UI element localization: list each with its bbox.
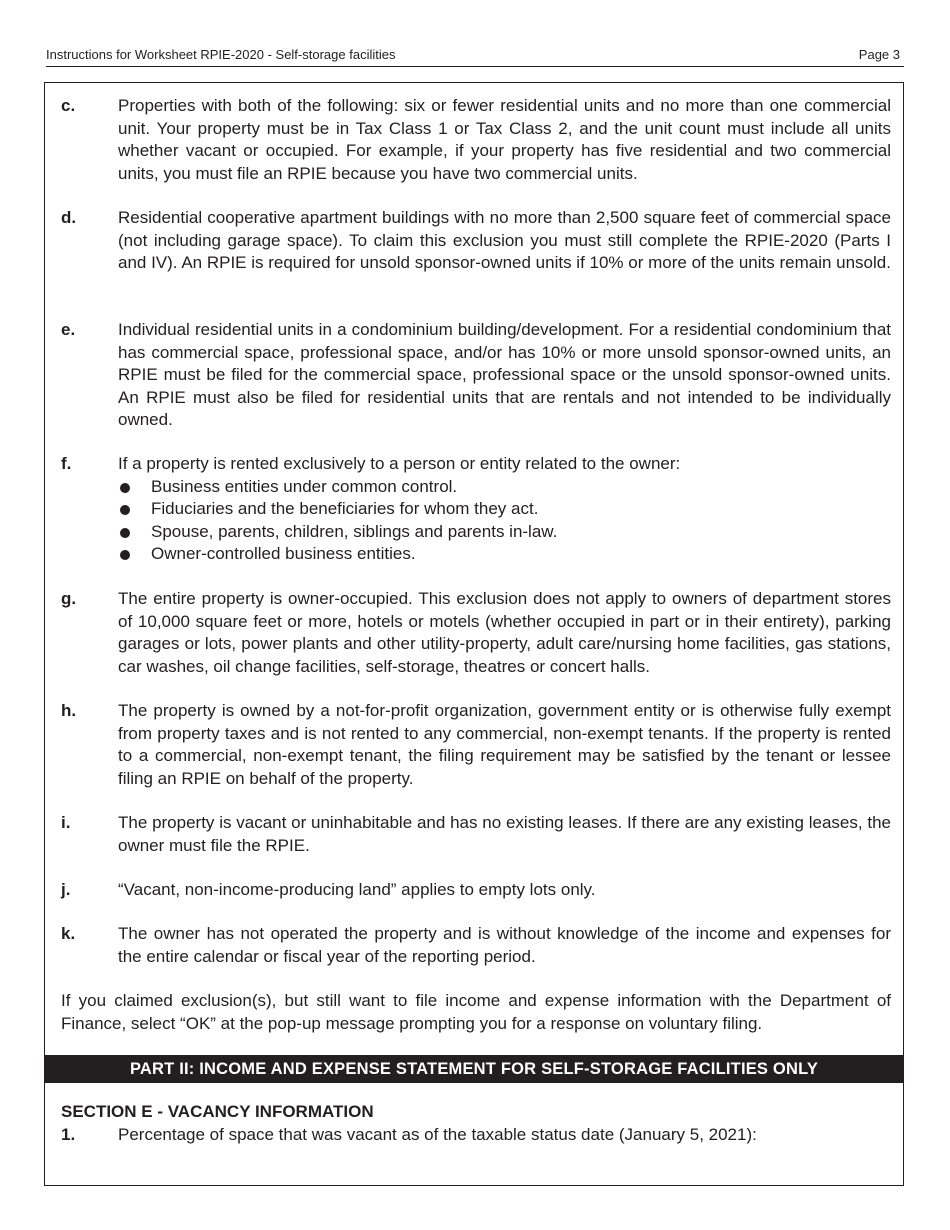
bullet-icon <box>120 528 130 538</box>
part-ii-heading: PART II: INCOME AND EXPENSE STATEMENT FOR SELF-STORAGE FACILITIES ONLY <box>45 1055 903 1083</box>
item-letter: c. <box>61 96 76 115</box>
document-title: Instructions for Worksheet RPIE-2020 - Self-storage facilities <box>46 47 396 62</box>
item-letter: d. <box>61 208 77 227</box>
bullet-icon <box>120 550 130 560</box>
item-intro: If a property is rented exclusively to a person or entity related to the owner: <box>118 454 681 473</box>
item-text: The entire property is owner-occupied. This exclusion does not apply to owners of department stores of 10,000 square feet or more, hotels or motels (whether occupied in part or in their entirety), parking garages or lots, power plants and other utility-property, adult care/nursing home facilities, gas stations, car washes, oil change facilities, self-storage, theatres or concert halls. <box>118 589 891 676</box>
item-letter: h. <box>61 701 77 720</box>
item-text: “Vacant, non-income-producing land” applies to empty lots only. <box>118 880 596 899</box>
exclusion-item-g <box>61 588 891 678</box>
item-text <box>118 453 891 566</box>
item-text: Residential cooperative apartment buildings with no more than 2,500 square feet of commercial space (not including garage space). To claim this exclusion you must still complete the RPIE-2020 (Parts I and IV). An RPIE is required for unsold sponsor-owned units if 10% or more of the units remain unsold. <box>118 208 891 272</box>
exclusion-item-e <box>61 319 891 432</box>
page-number: Page 3 <box>858 47 900 62</box>
item-text: The owner has not operated the property and is without knowledge of the income and expenses for the entire calendar or fiscal year of the reporting period. <box>118 924 891 966</box>
voluntary-filing-note: If you claimed exclusion(s), but still want to file income and expense information with the Department of Finance, select “OK” at the pop-up message prompting you for a response on voluntary filing. <box>61 991 891 1033</box>
exclusion-item-c <box>61 95 891 185</box>
bullet-icon <box>120 483 130 493</box>
list-item: Fiduciaries and the beneficiaries for whom they act. <box>118 498 891 521</box>
item-letter: f. <box>61 454 72 473</box>
item-letter: e. <box>61 320 76 339</box>
item-text: The property is owned by a not-for-profit organization, government entity or is otherwise fully exempt from property taxes and is not rented to any commercial, non-exempt tenants. If the property is rented to a commercial, non-exempt tenant, the filing requirement may be satisfied by the tenant or lessee filing an RPIE on behalf of the property. <box>118 701 891 788</box>
related-entity-list <box>118 476 891 566</box>
question-text: Percentage of space that was vacant as of the taxable status date (January 5, 2021): <box>118 1125 757 1144</box>
exclusion-item-d <box>61 207 891 275</box>
item-text: Properties with both of the following: six or fewer residential units and no more than one commercial unit. Your property must be in Tax Class 1 or Tax Class 2, and the unit count must include all units whether vacant or occupied. For example, if your property has five residential and two commercial units, you must file an RPIE because you have two commercial units. <box>118 96 891 183</box>
exclusion-item-f <box>61 453 891 566</box>
item-letter: i. <box>61 813 71 832</box>
exclusion-item-j <box>61 879 891 902</box>
page-header <box>46 46 904 67</box>
item-text: Individual residential units in a condominium building/development. For a residential condominium that has commercial space, professional space, and/or has 10% or more unsold sponsor-owned units, an RPIE must be filed for the commercial space, professional space or the unsold sponsor-owned units. An RPIE must also be filed for residential units that are rentals and not intended to be individually owned. <box>118 320 891 429</box>
list-item: Owner-controlled business entities. <box>118 543 891 566</box>
item-letter: j. <box>61 880 71 899</box>
item-letter: k. <box>61 924 76 943</box>
bullet-icon <box>120 505 130 515</box>
exclusion-item-h <box>61 700 891 790</box>
section-e-title: SECTION E - VACANCY INFORMATION <box>61 1102 374 1121</box>
item-text: The property is vacant or uninhabitable and has no existing leases. If there are any existing leases, the owner must file the RPIE. <box>118 813 891 855</box>
exclusion-item-k <box>61 923 891 968</box>
vacancy-question-1 <box>61 1125 891 1145</box>
list-item: Business entities under common control. <box>118 476 891 499</box>
question-number: 1. <box>61 1125 76 1144</box>
list-item: Spouse, parents, children, siblings and parents in-law. <box>118 521 891 544</box>
item-letter: g. <box>61 589 77 608</box>
exclusion-item-i <box>61 812 891 857</box>
